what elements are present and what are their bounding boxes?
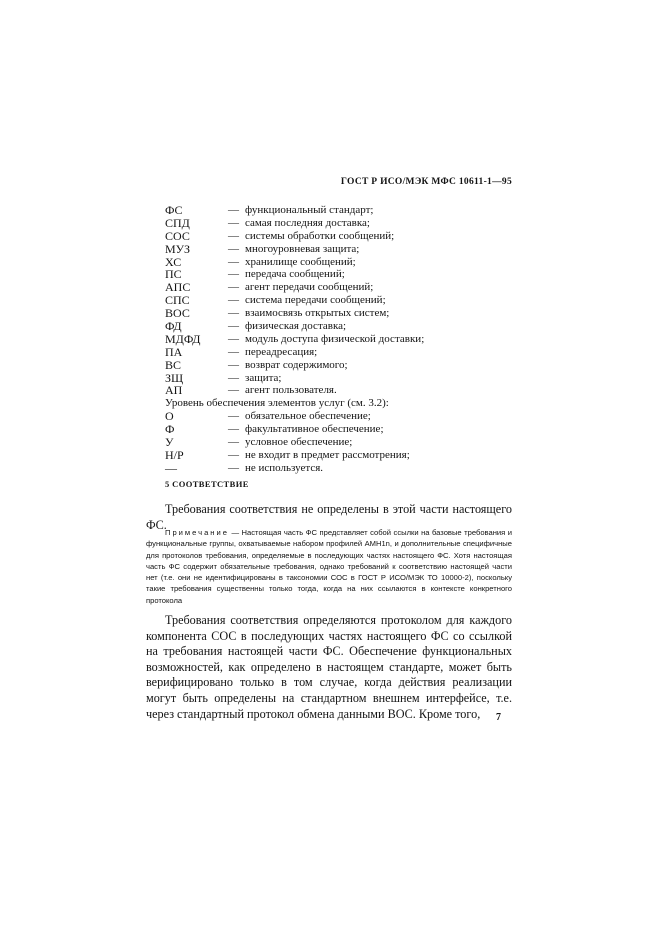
level-definition: не входит в предмет рассмотрения; bbox=[245, 448, 410, 461]
abbreviation-term: СПД bbox=[165, 215, 190, 230]
dash: — bbox=[228, 307, 239, 320]
page-number: 7 bbox=[496, 712, 501, 723]
abbreviation-row bbox=[165, 359, 515, 372]
abbreviation-term: ПА bbox=[165, 344, 183, 359]
abbreviation-row bbox=[165, 281, 515, 294]
level-term: У bbox=[165, 435, 174, 450]
abbreviation-row bbox=[165, 333, 515, 346]
dash: — bbox=[228, 320, 239, 333]
dash: — bbox=[228, 204, 239, 216]
dash: — bbox=[228, 229, 239, 242]
dash: — bbox=[228, 461, 239, 474]
level-term: О bbox=[165, 409, 174, 424]
abbreviation-definition: система передачи сообщений; bbox=[245, 294, 386, 307]
level-definition: обязательное обеспечение; bbox=[245, 410, 371, 423]
abbreviation-term: СОС bbox=[165, 228, 190, 243]
abbreviation-definition: системы обработки сообщений; bbox=[245, 229, 395, 242]
dash: — bbox=[228, 294, 239, 307]
abbreviation-term: МДФД bbox=[165, 331, 201, 346]
abbreviation-term: ВОС bbox=[165, 306, 190, 321]
dash: — bbox=[228, 242, 239, 255]
abbreviation-row bbox=[165, 307, 515, 320]
abbreviation-term: АПС bbox=[165, 280, 191, 295]
abbreviation-definition: переадресация; bbox=[245, 345, 318, 358]
abbreviation-term: СПС bbox=[165, 293, 190, 308]
paragraph: Требования соответствия определяются протоколом для каждого компонента СОС в последующих частях настоящего ФС со ссылкой на требования настоящей части ФС. Обеспечение функциональных возможностей, как определено в настоящем стандарте, может быть верифицировано только в том случае, когда действия реализации могут быть определены на стандартном внешнем интерфейсе, т.е. через стандартный протокол обмена данными ВОС. Кроме того, bbox=[146, 613, 512, 721]
dash: — bbox=[228, 332, 239, 345]
abbreviation-list bbox=[165, 204, 515, 475]
levels-title: Уровень обеспечения элементов услуг (см. 3.2): bbox=[165, 397, 389, 410]
level-term: Ф bbox=[165, 422, 175, 437]
abbreviation-definition: защита; bbox=[245, 371, 282, 384]
abbreviation-definition: самая последняя доставка; bbox=[245, 216, 370, 229]
dash: — bbox=[228, 371, 239, 384]
note-text: — Настоящая часть ФС представляет собой ссылки на базовые требования и функциональные группы, охватываемые набором профилей АМН1n, и дополнительные специфичные для протоколов требования, определяемые в последующих частях настоящего ФС. Хотя настоящая часть ФС содержит обязательные требования, однако требований к соответствию настоящей части нет (т.е. они не идентифицированы в таксономии СОС в ГОСТ Р ИСО/МЭК ТО 10000-2), поскольку такие требования существенны только тогда, когда на них ссылаются в контексте конкретного протокола bbox=[146, 528, 512, 605]
dash: — bbox=[228, 281, 239, 294]
abbreviation-row bbox=[165, 268, 515, 281]
level-term: — bbox=[165, 460, 177, 475]
level-term: Н/Р bbox=[165, 447, 184, 462]
dash: — bbox=[228, 436, 239, 449]
level-row bbox=[165, 410, 515, 423]
dash: — bbox=[228, 448, 239, 461]
abbreviation-row bbox=[165, 320, 515, 333]
abbreviation-row bbox=[165, 346, 515, 359]
note bbox=[146, 527, 512, 606]
abbreviation-definition: агент пользователя. bbox=[245, 384, 337, 397]
level-row bbox=[165, 423, 515, 436]
level-definition: не используется. bbox=[245, 461, 324, 474]
abbreviation-term: ФД bbox=[165, 319, 182, 334]
abbreviation-definition: функциональный стандарт; bbox=[245, 204, 374, 216]
dash: — bbox=[228, 255, 239, 268]
level-row bbox=[165, 449, 515, 462]
abbreviation-row bbox=[165, 204, 515, 217]
section-title: 5 СООТВЕТСТВИЕ bbox=[165, 479, 249, 489]
dash: — bbox=[228, 423, 239, 436]
level-row bbox=[165, 436, 515, 449]
paragraph: Требования соответствия не определены в этой части настоящего ФС. bbox=[146, 502, 512, 532]
abbreviation-row bbox=[165, 372, 515, 385]
abbreviation-term: ФС bbox=[165, 203, 183, 217]
abbreviation-definition: хранилище сообщений; bbox=[245, 255, 356, 268]
abbreviation-row bbox=[165, 243, 515, 256]
dash: — bbox=[228, 384, 239, 397]
abbreviation-row bbox=[165, 230, 515, 243]
abbreviation-definition: возврат содержимого; bbox=[245, 358, 348, 371]
abbreviation-term: ПС bbox=[165, 267, 182, 282]
abbreviation-term: ХС bbox=[165, 254, 182, 269]
abbreviation-definition: физическая доставка; bbox=[245, 320, 347, 333]
abbreviation-row bbox=[165, 294, 515, 307]
abbreviation-definition: взаимосвязь открытых систем; bbox=[245, 307, 390, 320]
dash: — bbox=[228, 216, 239, 229]
level-definition: условное обеспечение; bbox=[245, 436, 353, 449]
abbreviation-term: ЗЩ bbox=[165, 370, 184, 385]
level-row bbox=[165, 462, 515, 475]
dash: — bbox=[228, 268, 239, 281]
abbreviation-row bbox=[165, 256, 515, 269]
abbreviation-row bbox=[165, 384, 515, 397]
abbreviation-term: ВС bbox=[165, 357, 182, 372]
level-definition: факультативное обеспечение; bbox=[245, 423, 384, 436]
abbreviation-definition: передача сообщений; bbox=[245, 268, 345, 281]
page-header: ГОСТ Р ИСО/МЭК МФС 10611-1—95 bbox=[340, 177, 512, 187]
abbreviation-definition: агент передачи сообщений; bbox=[245, 281, 374, 294]
abbreviation-term: АП bbox=[165, 383, 183, 398]
dash: — bbox=[228, 358, 239, 371]
dash: — bbox=[228, 410, 239, 423]
abbreviation-term: МУЗ bbox=[165, 241, 191, 256]
dash: — bbox=[228, 345, 239, 358]
abbreviation-definition: многоуровневая защита; bbox=[245, 242, 360, 255]
abbreviation-definition: модуль доступа физической доставки; bbox=[245, 332, 425, 345]
note-label: Примечание bbox=[165, 528, 229, 537]
abbreviation-row bbox=[165, 217, 515, 230]
